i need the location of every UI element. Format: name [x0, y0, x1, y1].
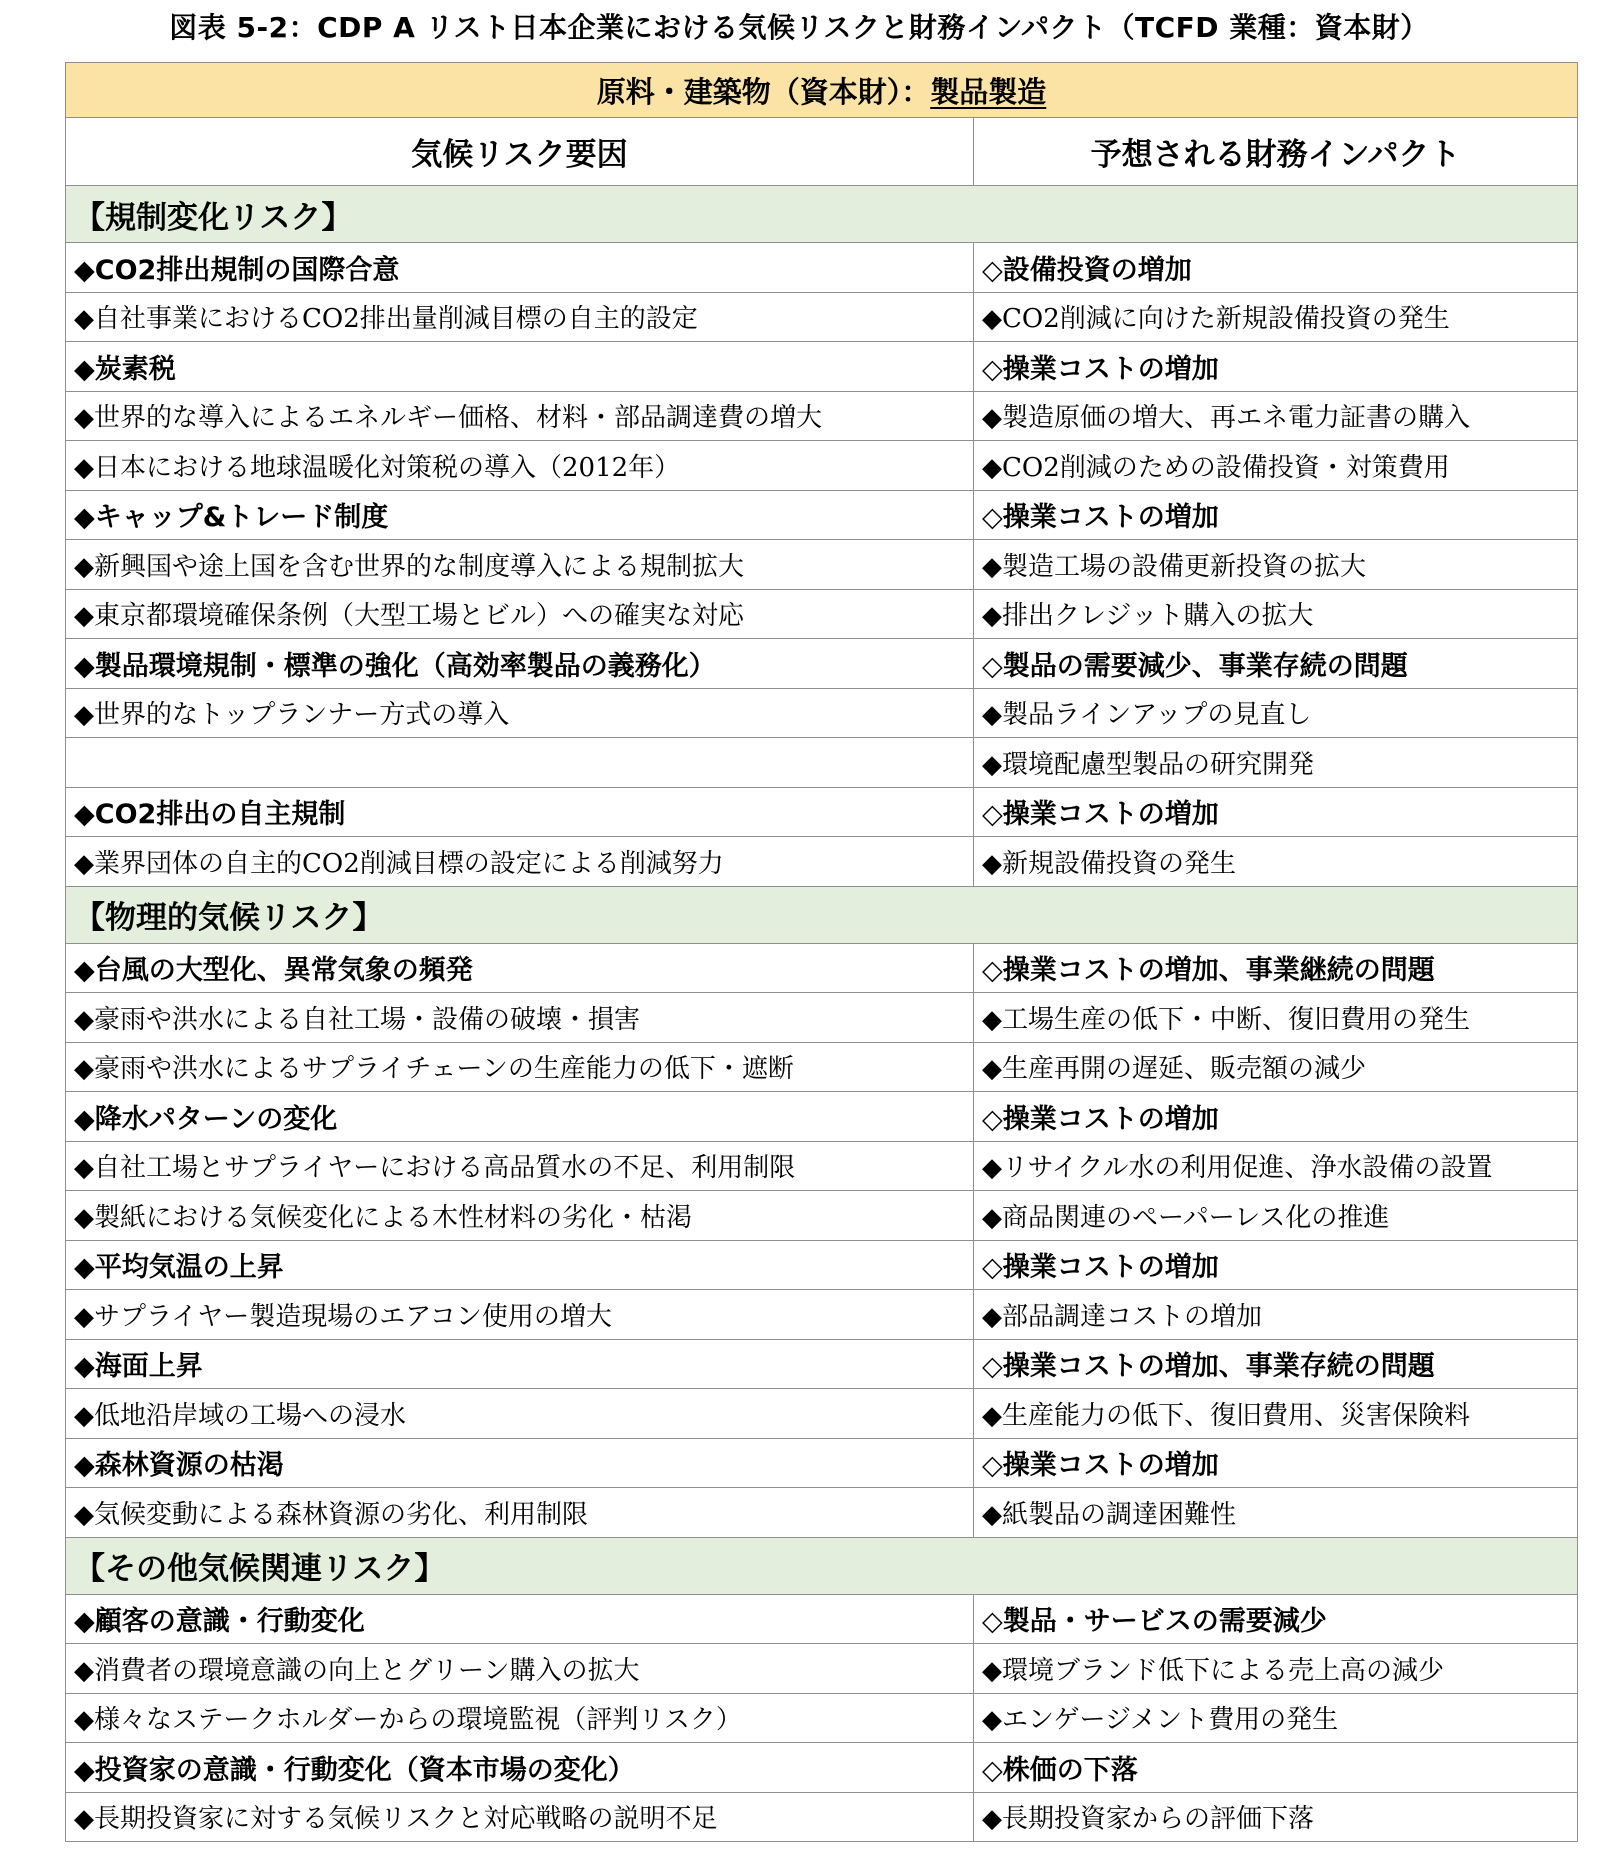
impact-detail-cell: ◆製造原価の増大、再エネ電力証書の購入	[974, 391, 1578, 441]
risk-group-header-row	[66, 1339, 1578, 1389]
section-title: 【その他気候関連リスク】	[66, 1537, 1578, 1594]
impact-detail-cell: ◆商品関連のペーパーレス化の推進	[974, 1191, 1578, 1241]
risk-detail-cell: ◆自社事業におけるCO2排出量削減目標の自主的設定	[66, 292, 974, 342]
table-row	[66, 688, 1578, 738]
table-row	[66, 540, 1578, 590]
table-row	[66, 993, 1578, 1043]
impact-heading: ◇操業コストの増加	[974, 1092, 1578, 1142]
risk-detail-cell: ◆消費者の環境意識の向上とグリーン購入の拡大	[66, 1644, 974, 1694]
table-body	[66, 63, 1578, 1842]
table-row	[66, 1693, 1578, 1743]
risk-group-header-row	[66, 342, 1578, 392]
climate-risk-table	[65, 62, 1578, 1842]
table-row	[66, 837, 1578, 887]
impact-heading: ◇操業コストの増加、事業継続の問題	[974, 943, 1578, 993]
section-title: 【物理的気候リスク】	[66, 886, 1578, 943]
subtitle-prefix: 原料・建築物（資本財）：	[596, 74, 931, 109]
impact-detail-cell: ◆生産再開の遅延、販売額の減少	[974, 1042, 1578, 1092]
table-row	[66, 1792, 1578, 1842]
impact-detail-cell: ◆部品調達コストの増加	[974, 1290, 1578, 1340]
risk-factor-heading: ◆キャップ&トレード制度	[66, 490, 974, 540]
risk-factor-heading: ◆降水パターンの変化	[66, 1092, 974, 1142]
figure-title: 図表 5-2：CDP A リスト日本企業における気候リスクと財務インパクト（TCFD 業種：資本財）	[169, 11, 1429, 44]
impact-detail-cell: ◆排出クレジット購入の拡大	[974, 589, 1578, 639]
impact-detail-cell: ◆工場生産の低下・中断、復旧費用の発生	[974, 993, 1578, 1043]
risk-detail-cell: ◆低地沿岸域の工場への浸水	[66, 1389, 974, 1439]
impact-heading: ◇操業コストの増加	[974, 787, 1578, 837]
risk-factor-heading: ◆CO2排出規制の国際合意	[66, 243, 974, 293]
risk-group-header-row	[66, 787, 1578, 837]
risk-group-header-row	[66, 1743, 1578, 1793]
table-row	[66, 292, 1578, 342]
risk-group-header-row	[66, 639, 1578, 689]
risk-factor-heading: ◆CO2排出の自主規制	[66, 787, 974, 837]
risk-factor-heading: ◆顧客の意識・行動変化	[66, 1594, 974, 1644]
section-header-row	[66, 186, 1578, 243]
risk-group-header-row	[66, 1240, 1578, 1290]
impact-heading: ◇設備投資の増加	[974, 243, 1578, 293]
section-header-row	[66, 886, 1578, 943]
impact-detail-cell: ◆リサイクル水の利用促進、浄水設備の設置	[974, 1141, 1578, 1191]
section-header-row	[66, 1537, 1578, 1594]
risk-detail-cell: ◆様々なステークホルダーからの環境監視（評判リスク）	[66, 1693, 974, 1743]
risk-group-header-row	[66, 1092, 1578, 1142]
impact-heading: ◇操業コストの増加	[974, 342, 1578, 392]
risk-group-header-row	[66, 490, 1578, 540]
impact-heading: ◇操業コストの増加	[974, 490, 1578, 540]
table-row	[66, 441, 1578, 491]
impact-detail-cell: ◆環境配慮型製品の研究開発	[974, 738, 1578, 788]
risk-detail-cell: ◆長期投資家に対する気候リスクと対応戦略の説明不足	[66, 1792, 974, 1842]
impact-heading: ◇操業コストの増加	[974, 1438, 1578, 1488]
section-title: 【規制変化リスク】	[66, 186, 1578, 243]
table-row	[66, 1389, 1578, 1439]
risk-detail-cell: ◆日本における地球温暖化対策税の導入（2012年）	[66, 441, 974, 491]
table-row	[66, 1644, 1578, 1694]
table-row	[66, 1290, 1578, 1340]
risk-detail-cell: ◆新興国や途上国を含む世界的な制度導入による規制拡大	[66, 540, 974, 590]
impact-heading: ◇製品・サービスの需要減少	[974, 1594, 1578, 1644]
risk-detail-cell: ◆業界団体の自主的CO2削減目標の設定による削減努力	[66, 837, 974, 887]
impact-detail-cell: ◆生産能力の低下、復旧費用、災害保険料	[974, 1389, 1578, 1439]
impact-detail-cell: ◆製造工場の設備更新投資の拡大	[974, 540, 1578, 590]
risk-factor-heading: ◆海面上昇	[66, 1339, 974, 1389]
table-subtitle-row	[66, 63, 1578, 118]
impact-detail-cell: ◆CO2削減に向けた新規設備投資の発生	[974, 292, 1578, 342]
table-row	[66, 1042, 1578, 1092]
table-subtitle	[66, 63, 1578, 118]
risk-group-header-row	[66, 1594, 1578, 1644]
risk-group-header-row	[66, 943, 1578, 993]
risk-factor-heading: ◆森林資源の枯渇	[66, 1438, 974, 1488]
risk-detail-cell: ◆豪雨や洪水による自社工場・設備の破壊・損害	[66, 993, 974, 1043]
column-header-financial-impact: 予想される財務インパクト	[974, 118, 1578, 186]
table-row	[66, 391, 1578, 441]
impact-detail-cell: ◆新規設備投資の発生	[974, 837, 1578, 887]
risk-factor-heading: ◆製品環境規制・標準の強化（高効率製品の義務化）	[66, 639, 974, 689]
risk-factor-heading: ◆投資家の意識・行動変化（資本市場の変化）	[66, 1743, 974, 1793]
risk-detail-cell: ◆サプライヤー製造現場のエアコン使用の増大	[66, 1290, 974, 1340]
column-header-risk-factor: 気候リスク要因	[66, 118, 974, 186]
risk-detail-cell: ◆世界的なトップランナー方式の導入	[66, 688, 974, 738]
risk-detail-cell: ◆自社工場とサプライヤーにおける高品質水の不足、利用制限	[66, 1141, 974, 1191]
impact-heading: ◇操業コストの増加、事業存続の問題	[974, 1339, 1578, 1389]
impact-detail-cell: ◆エンゲージメント費用の発生	[974, 1693, 1578, 1743]
table-row	[66, 1191, 1578, 1241]
risk-detail-cell: ◆製紙における気候変化による木性材料の劣化・枯渇	[66, 1191, 974, 1241]
risk-factor-heading: ◆炭素税	[66, 342, 974, 392]
risk-detail-cell: ◆世界的な導入によるエネルギー価格、材料・部品調達費の増大	[66, 391, 974, 441]
risk-group-header-row	[66, 1438, 1578, 1488]
risk-detail-cell	[66, 738, 974, 788]
table-row	[66, 1488, 1578, 1538]
impact-detail-cell: ◆製品ラインアップの見直し	[974, 688, 1578, 738]
impact-detail-cell: ◆紙製品の調達困難性	[974, 1488, 1578, 1538]
impact-detail-cell: ◆CO2削減のための設備投資・対策費用	[974, 441, 1578, 491]
impact-detail-cell: ◆長期投資家からの評価下落	[974, 1792, 1578, 1842]
table-row	[66, 1141, 1578, 1191]
risk-detail-cell: ◆気候変動による森林資源の劣化、利用制限	[66, 1488, 974, 1538]
risk-group-header-row	[66, 243, 1578, 293]
risk-factor-heading: ◆平均気温の上昇	[66, 1240, 974, 1290]
table-row	[66, 738, 1578, 788]
impact-heading: ◇株価の下落	[974, 1743, 1578, 1793]
impact-heading: ◇製品の需要減少、事業存続の問題	[974, 639, 1578, 689]
column-header-row	[66, 118, 1578, 186]
table-row	[66, 589, 1578, 639]
impact-detail-cell: ◆環境ブランド低下による売上高の減少	[974, 1644, 1578, 1694]
risk-detail-cell: ◆東京都環境確保条例（大型工場とビル）への確実な対応	[66, 589, 974, 639]
impact-heading: ◇操業コストの増加	[974, 1240, 1578, 1290]
subtitle-highlight: 製品製造	[930, 74, 1047, 109]
risk-factor-heading: ◆台風の大型化、異常気象の頻発	[66, 943, 974, 993]
risk-detail-cell: ◆豪雨や洪水によるサプライチェーンの生産能力の低下・遮断	[66, 1042, 974, 1092]
